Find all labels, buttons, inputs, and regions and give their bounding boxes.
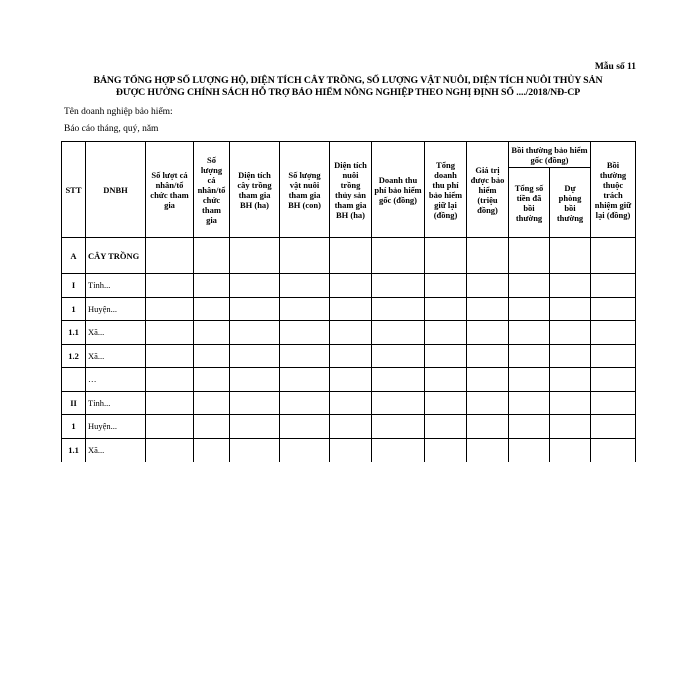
table-row <box>62 344 636 368</box>
table-cell <box>550 274 591 298</box>
table-cell <box>372 438 425 462</box>
table-cell <box>425 415 467 439</box>
table-cell <box>146 415 194 439</box>
table-cell <box>467 321 509 345</box>
row-dnbh: Xã... <box>86 344 146 368</box>
table-cell <box>230 321 280 345</box>
table-cell <box>330 438 372 462</box>
table-cell <box>146 368 194 392</box>
table-cell <box>591 368 636 392</box>
header-insured-value: Giá trị được bảo hiểm (triệu đồng) <box>467 142 509 238</box>
table-cell <box>194 415 230 439</box>
header-crop-area: Diện tích cây trồng tham gia BH (ha) <box>230 142 280 238</box>
table-cell <box>330 238 372 274</box>
table-cell <box>425 391 467 415</box>
table-cell <box>230 415 280 439</box>
header-livestock: Số lượng vật nuôi tham gia BH (con) <box>280 142 330 238</box>
form-number: Mẫu số 11 <box>594 62 636 72</box>
table-cell <box>591 391 636 415</box>
table-cell <box>280 321 330 345</box>
table-cell <box>509 238 550 274</box>
header-claims-paid: Tổng số tiền đã bồi thường <box>509 168 550 238</box>
table-cell <box>509 297 550 321</box>
header-participant-count: Số lượng cá nhân/tổ chức tham gia <box>194 142 230 238</box>
table-cell <box>591 321 636 345</box>
table-cell <box>194 391 230 415</box>
row-stt: I <box>62 274 86 298</box>
table-cell <box>467 274 509 298</box>
table-cell <box>194 238 230 274</box>
row-stt: 1.2 <box>62 344 86 368</box>
table-cell <box>280 274 330 298</box>
table-cell <box>467 438 509 462</box>
row-dnbh: Tỉnh... <box>86 274 146 298</box>
report-table <box>61 141 636 462</box>
table-cell <box>230 368 280 392</box>
table-cell <box>194 274 230 298</box>
table-cell <box>467 297 509 321</box>
table-cell <box>425 274 467 298</box>
table-cell <box>425 238 467 274</box>
table-cell <box>509 321 550 345</box>
table-cell <box>509 415 550 439</box>
row-dnbh: Huyện... <box>86 297 146 321</box>
table-row <box>62 438 636 462</box>
table-cell <box>194 368 230 392</box>
table-cell <box>194 344 230 368</box>
table-cell <box>230 297 280 321</box>
table-cell <box>194 321 230 345</box>
table-cell <box>372 297 425 321</box>
table-cell <box>509 368 550 392</box>
header-retained-claims: Bồi thường thuộc trách nhiệm giữ lại (đồng) <box>591 142 636 238</box>
table-cell <box>330 368 372 392</box>
table-cell <box>372 415 425 439</box>
table-cell <box>425 438 467 462</box>
row-stt: 1.1 <box>62 321 86 345</box>
table-cell <box>280 391 330 415</box>
table-cell <box>230 238 280 274</box>
row-stt: II <box>62 391 86 415</box>
table-cell <box>372 344 425 368</box>
row-stt: 1 <box>62 297 86 321</box>
row-dnbh: Huyện... <box>86 415 146 439</box>
table-row <box>62 274 636 298</box>
row-dnbh: CÂY TRỒNG <box>86 238 146 274</box>
table-cell <box>550 297 591 321</box>
table-cell <box>280 368 330 392</box>
table-row <box>62 321 636 345</box>
table-cell <box>591 238 636 274</box>
table-cell <box>591 297 636 321</box>
table-row <box>62 391 636 415</box>
table-cell <box>591 415 636 439</box>
header-retained-premium: Tổng doanh thu phí bảo hiểm giữ lại (đồng) <box>425 142 467 238</box>
table-cell <box>509 344 550 368</box>
row-dnbh: Xã... <box>86 321 146 345</box>
table-cell <box>330 344 372 368</box>
table-cell <box>550 391 591 415</box>
row-stt <box>62 368 86 392</box>
table-cell <box>425 344 467 368</box>
table-cell <box>425 321 467 345</box>
table-row <box>62 238 636 274</box>
table-cell <box>467 344 509 368</box>
table-cell <box>330 391 372 415</box>
row-stt: 1.1 <box>62 438 86 462</box>
table-cell <box>591 344 636 368</box>
table-cell <box>330 415 372 439</box>
table-cell <box>280 238 330 274</box>
table-cell <box>550 368 591 392</box>
table-cell <box>372 274 425 298</box>
table-cell <box>467 368 509 392</box>
table-cell <box>509 438 550 462</box>
header-claims-group: Bồi thường bảo hiểm gốc (đồng) <box>509 142 591 168</box>
table-cell <box>146 344 194 368</box>
table-cell <box>194 438 230 462</box>
table-cell <box>550 344 591 368</box>
table-cell <box>194 297 230 321</box>
table-cell <box>372 391 425 415</box>
table-cell <box>330 297 372 321</box>
header-premium-revenue: Doanh thu phí bảo hiểm gốc (đồng) <box>372 142 425 238</box>
table-cell <box>550 415 591 439</box>
table-cell <box>467 238 509 274</box>
table-cell <box>591 438 636 462</box>
table-cell <box>230 438 280 462</box>
table-row <box>62 368 636 392</box>
table-cell <box>330 321 372 345</box>
table-cell <box>467 391 509 415</box>
row-stt: A <box>62 238 86 274</box>
header-claims-reserve: Dự phòng bồi thường <box>550 168 591 238</box>
table-cell <box>425 368 467 392</box>
header-participants: Số lượt cá nhân/tổ chức tham gia <box>146 142 194 238</box>
table-cell <box>467 415 509 439</box>
table-cell <box>550 238 591 274</box>
row-stt: 1 <box>62 415 86 439</box>
report-period-label: Báo cáo tháng, quý, năm <box>64 124 159 134</box>
table-cell <box>330 274 372 298</box>
table-cell <box>230 344 280 368</box>
table-cell <box>280 297 330 321</box>
table-cell <box>280 438 330 462</box>
table-row <box>62 297 636 321</box>
table-cell <box>372 321 425 345</box>
table-cell <box>425 297 467 321</box>
header-stt: STT <box>62 142 86 238</box>
table-row <box>62 415 636 439</box>
table-cell <box>146 274 194 298</box>
row-dnbh: … <box>86 368 146 392</box>
table-cell <box>146 391 194 415</box>
table-cell <box>146 238 194 274</box>
table-cell <box>146 321 194 345</box>
document-title-line-2: ĐƯỢC HƯỞNG CHÍNH SÁCH HỖ TRỢ BẢO HIỂM NÔNG NGHIỆP THEO NGHỊ ĐỊNH SỐ ..../2018/NĐ-CP <box>115 87 581 98</box>
table-cell <box>550 438 591 462</box>
table-cell <box>372 238 425 274</box>
document-title-line-1: BẢNG TỔNG HỢP SỐ LƯỢNG HỘ, DIỆN TÍCH CÂY TRỒNG, SỐ LƯỢNG VẬT NUÔI, DIỆN TÍCH NUÔI THỦY SẢN <box>93 75 603 86</box>
table-cell <box>509 391 550 415</box>
table-cell <box>509 274 550 298</box>
table-cell <box>591 274 636 298</box>
table-cell <box>146 297 194 321</box>
table-cell <box>372 368 425 392</box>
table-cell <box>146 438 194 462</box>
insurer-name-label: Tên doanh nghiệp bảo hiểm: <box>64 107 173 117</box>
table-cell <box>280 344 330 368</box>
table-cell <box>230 391 280 415</box>
header-dnbh: DNBH <box>86 142 146 238</box>
row-dnbh: Tỉnh... <box>86 391 146 415</box>
table-cell <box>230 274 280 298</box>
header-aquaculture-area: Diện tích nuôi trồng thủy sản tham gia BH (ha) <box>330 142 372 238</box>
table-cell <box>550 321 591 345</box>
table-cell <box>280 415 330 439</box>
row-dnbh: Xã... <box>86 438 146 462</box>
